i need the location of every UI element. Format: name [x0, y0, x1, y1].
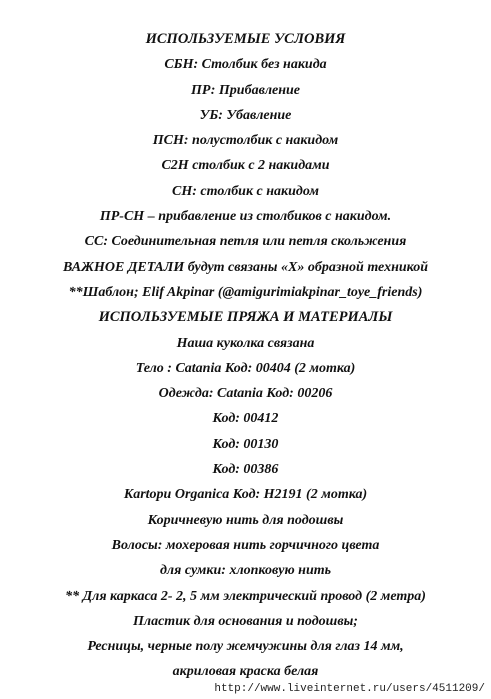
abbr-psn: ПСН: полустолбик с накидом [152, 133, 339, 149]
yarn-kartopu: Kartopu Organica Код: H2191 (2 мотка) [123, 487, 368, 503]
abbr-pr-sn: ПР-СН – прибавление из столбиков с накидом. [99, 209, 392, 225]
abbr-ss: СС: Соединительная петля или петля скольжения [84, 234, 407, 250]
section-heading-conditions: ИСПОЛЬЗУЕМЫЕ УСЛОВИЯ [145, 31, 346, 47]
document-body [0, 27, 491, 685]
section-heading-materials: ИСПОЛЬЗУЕМЫЕ ПРЯЖА И МАТЕРИАЛЫ [98, 309, 393, 326]
yarn-hair: Волосы: мохеровая нить горчичного цвета [111, 537, 380, 553]
abbr-sbn: СБН: Столбик без накида [164, 57, 327, 73]
frame-wire: ** Для каркаса 2- 2, 5 мм электрический провод (2 метра) [65, 588, 426, 604]
yarn-code-2: Код: 00130 [212, 436, 279, 452]
yarn-bag: для сумки: хлопковую нить [159, 563, 332, 579]
plastic-base: Пластик для основания и подошвы; [133, 613, 358, 629]
yarn-sole: Коричневую нить для подошвы [147, 512, 344, 528]
acrylic-paint: акриловая краска белая [172, 664, 319, 680]
yarn-code-3: Код: 00386 [212, 462, 279, 478]
abbr-s2n: С2Н столбик с 2 накидами [161, 158, 330, 174]
abbr-sn: СН: столбик с накидом [172, 183, 319, 199]
abbr-pr: ПР: Прибавление [190, 82, 301, 98]
important-note: ВАЖНОЕ ДЕТАЛИ будут связаны «Х» образной техникой [62, 259, 428, 275]
abbr-ub: УБ: Убавление [199, 107, 292, 123]
yarn-clothes: Одежда: Catania Код: 00206 [158, 386, 333, 402]
pattern-credit: **Шаблон; Elif Akpinar (@amigurimiakpinar_toye_friends) [68, 284, 423, 300]
doll-intro: Наша куколка связана [176, 335, 315, 351]
eyelashes-eyes: Ресницы, черные полу жемчужины для глаз 14 мм, [87, 639, 404, 655]
source-watermark: http://www.liveinternet.ru/users/4511209/ [214, 683, 485, 695]
yarn-code-1: Код: 00412 [212, 411, 279, 427]
yarn-body: Тело : Catania Код: 00404 (2 мотка) [135, 360, 356, 376]
